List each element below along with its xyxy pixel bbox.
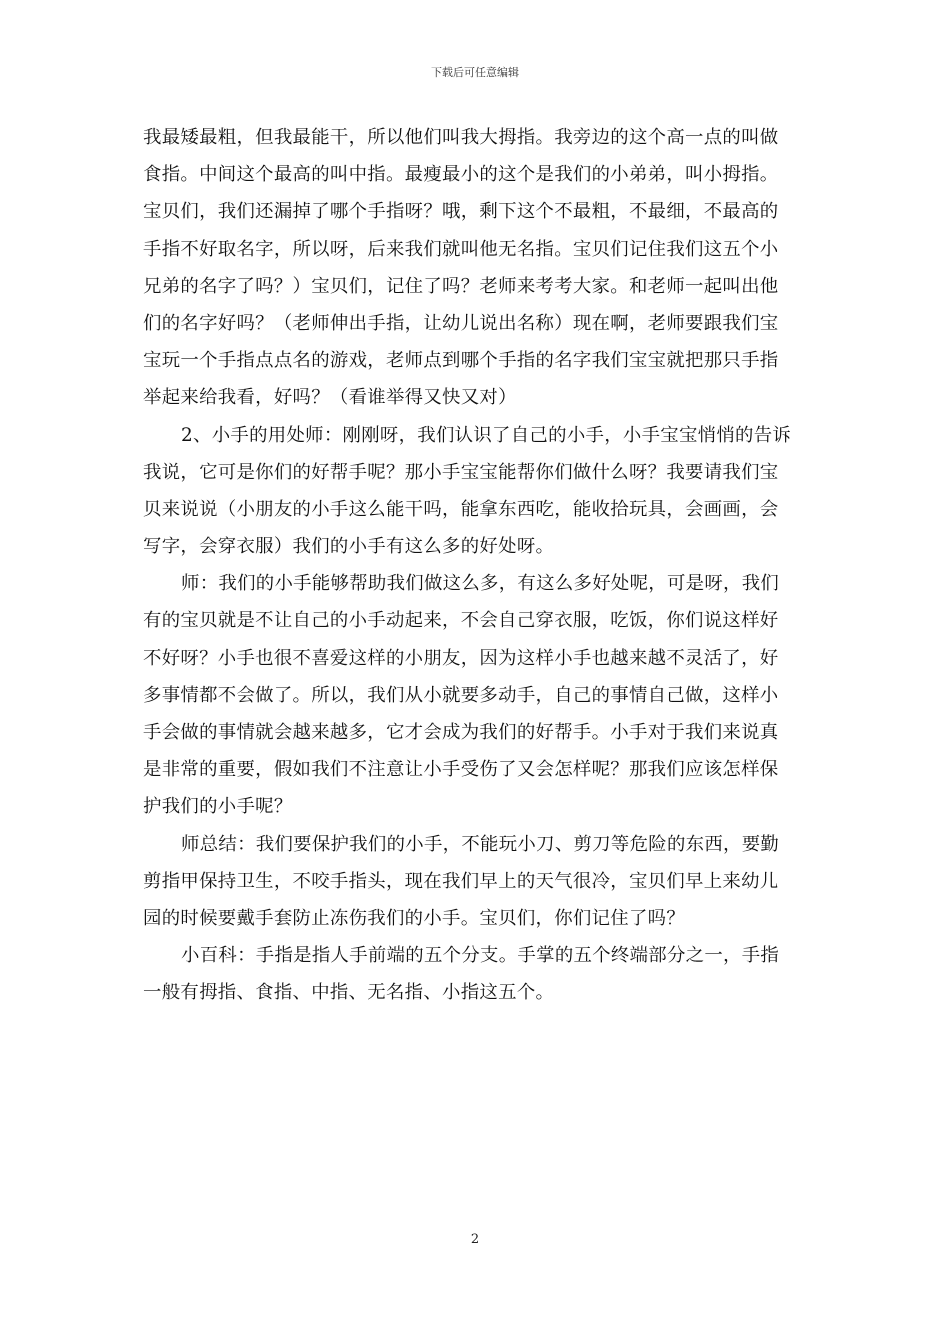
paragraph-line: 手会做的事情就会越来越多，它才会成为我们的好帮手。小手对于我们来说真 xyxy=(143,722,779,743)
paragraph-line: 我最矮最粗，但我最能干，所以他们叫我大拇指。我旁边的这个高一点的叫做 xyxy=(143,127,779,148)
page-header: 下载后可任意编辑 xyxy=(431,66,519,79)
paragraph-line: 宝玩一个手指点点名的游戏，老师点到哪个手指的名字我们宝宝就把那只手指 xyxy=(143,350,779,372)
paragraph-line: 一般有拇指、食指、中指、无名指、小指这五个。 xyxy=(143,982,555,1004)
paragraph-line: 宝贝们，我们还漏掉了哪个手指呀？哦，剩下这个不最粗，不最细，不最高的 xyxy=(143,201,779,223)
paragraph-line: 2、小手的用处师：刚刚呀，我们认识了自己的小手，小手宝宝悄悄的告诉 xyxy=(181,424,792,446)
paragraph-teacher-summary xyxy=(143,826,807,938)
paragraph-hand-uses xyxy=(143,417,807,566)
paragraph-line: 有的宝贝就是不让自己的小手动起来，不会自己穿衣服，吃饭，你们说这样好 xyxy=(143,610,779,632)
paragraph-encyclopedia xyxy=(143,937,807,1011)
document-body xyxy=(143,119,807,1012)
paragraph-line: 兄弟的名字了吗？）宝贝们，记住了吗？老师来考考大家。和老师一起叫出他 xyxy=(143,275,779,297)
page-number: 2 xyxy=(470,1232,480,1247)
paragraph-teacher-talk xyxy=(143,565,807,825)
paragraph-line: 写字，会穿衣服）我们的小手有这么多的好处呀。 xyxy=(143,536,555,558)
paragraph-line: 师总结：我们要保护我们的小手，不能玩小刀、剪刀等危险的东西，要勤 xyxy=(181,833,780,855)
paragraph-line: 剪指甲保持卫生，不咬手指头，现在我们早上的天气很冷，宝贝们早上来幼儿 xyxy=(143,870,779,892)
paragraph-line: 园的时候要戴手套防止冻伤我们的小手。宝贝们，你们记住了吗？ xyxy=(143,907,686,929)
paragraph-line: 小百科：手指是指人手前端的五个分支。手掌的五个终端部分之一，手指 xyxy=(181,945,780,967)
paragraph-line: 护我们的小手呢？ xyxy=(143,796,293,818)
paragraph-line: 贝来说说（小朋友的小手这么能干吗，能拿东西吃，能收拾玩具，会画画，会 xyxy=(143,498,779,520)
paragraph-line: 多事情都不会做了。所以，我们从小就要多动手，自己的事情自己做，这样小 xyxy=(143,684,779,706)
paragraph-line: 手指不好取名字，所以呀，后来我们就叫他无名指。宝贝们记住我们这五个小 xyxy=(143,238,779,260)
paragraph-line: 食指。中间这个最高的叫中指。最瘦最小的这个是我们的小弟弟，叫小拇指。 xyxy=(143,164,779,186)
paragraph-line: 是非常的重要，假如我们不注意让小手受伤了又会怎样呢？那我们应该怎样保 xyxy=(143,759,779,781)
paragraph-finger-names xyxy=(143,119,807,417)
paragraph-line: 不好呀？小手也很不喜爱这样的小朋友，因为这样小手也越来越不灵活了，好 xyxy=(143,647,779,669)
paragraph-line: 师：我们的小手能够帮助我们做这么多，有这么多好处呢，可是呀，我们 xyxy=(181,573,780,595)
paragraph-line: 我说，它可是你们的好帮手呢？那小手宝宝能帮你们做什么呀？我要请我们宝 xyxy=(143,461,779,483)
paragraph-line: 举起来给我看，好吗？（看谁举得又快又对） xyxy=(143,387,517,409)
paragraph-line: 们的名字好吗？（老师伸出手指，让幼儿说出名称）现在啊，老师要跟我们宝 xyxy=(143,312,779,334)
